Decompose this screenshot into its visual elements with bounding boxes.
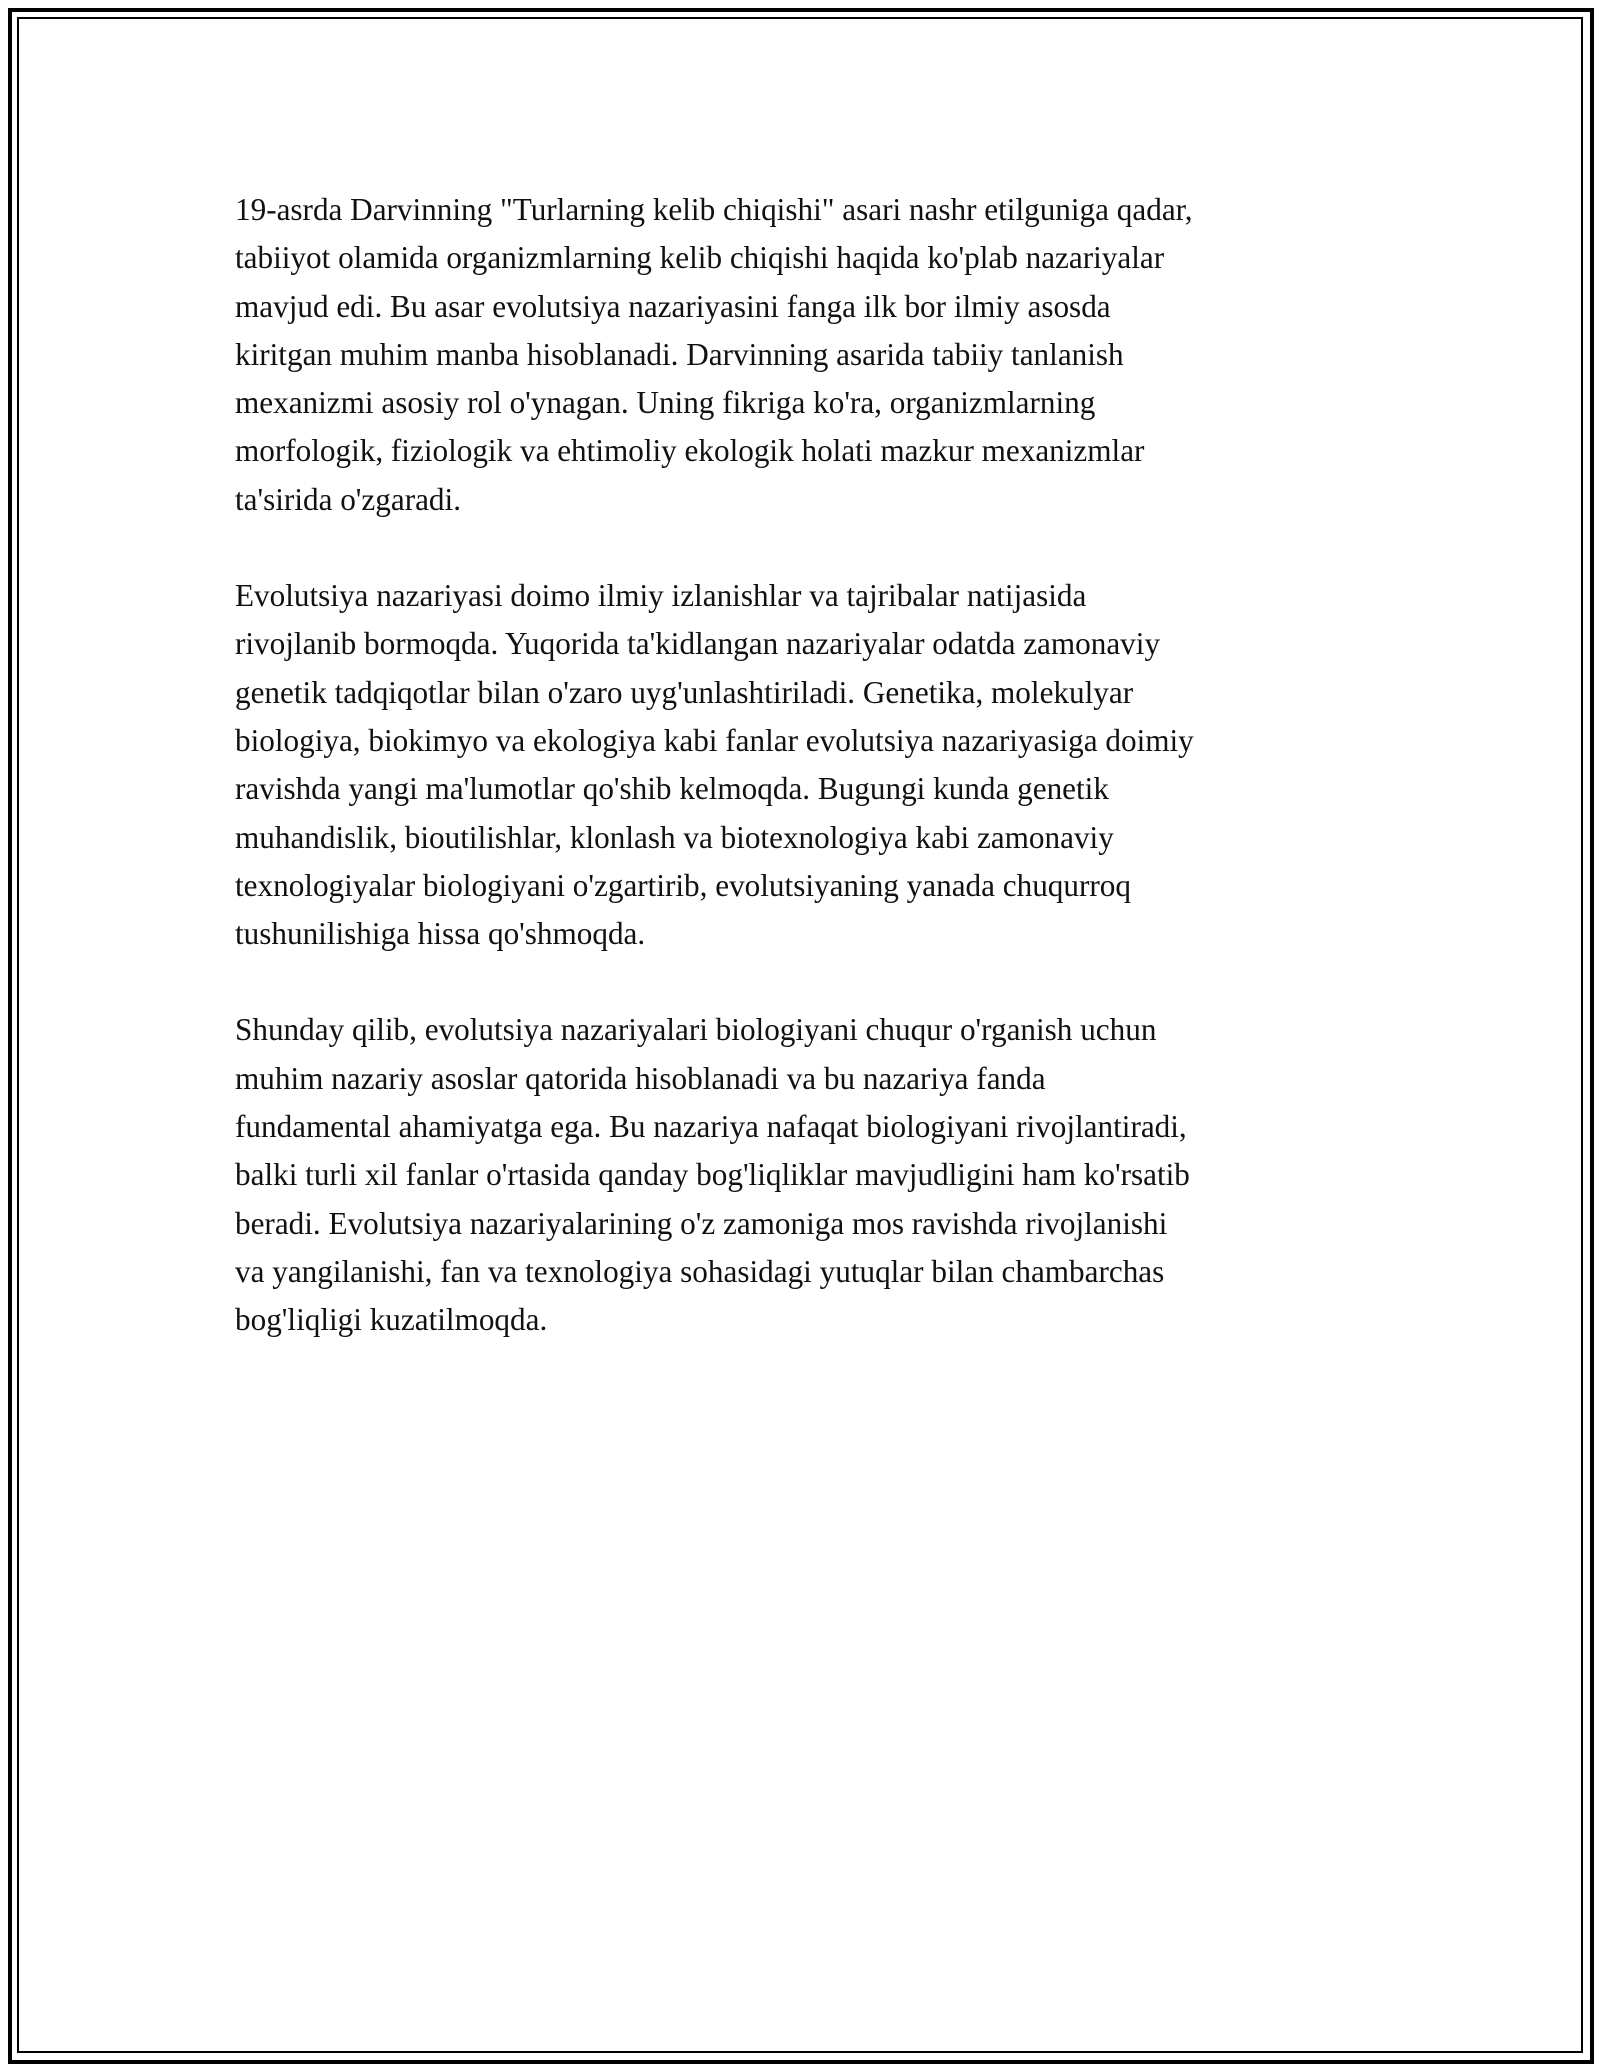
text-line: mavjud edi. Bu asar evolutsiya nazariyasini fanga ilk bor ilmiy asosda — [235, 288, 1111, 324]
text-line: ta'sirida o'zgaradi. — [235, 481, 461, 517]
text-line: biologiya, biokimyo va ekologiya kabi fanlar evolutsiya nazariyasiga doimiy — [235, 722, 1194, 758]
text-line: va yangilanishi, fan va texnologiya sohasidagi yutuqlar bilan chambarchas — [235, 1253, 1165, 1289]
text-line: muhim nazariy asoslar qatorida hisoblanadi va bu nazariya fanda — [235, 1060, 1046, 1096]
text-line: muhandislik, bioutilishlar, klonlash va biotexnologiya kabi zamonaviy — [235, 819, 1114, 855]
text-line: tushunilishiga hissa qo'shmoqda. — [235, 916, 646, 952]
paragraph-1 — [235, 186, 1375, 524]
text-line: genetik tadqiqotlar bilan o'zaro uyg'unlashtiriladi. Genetika, molekulyar — [235, 674, 1134, 710]
text-line: Evolutsiya nazariyasi doimo ilmiy izlanishlar va tajribalar natijasida — [235, 578, 1087, 614]
text-line: texnologiyalar biologiyani o'zgartirib, evolutsiyaning yanada chuqurroq — [235, 867, 1131, 903]
text-line: 19-asrda Darvinning "Turlarning kelib chiqishi" asari nashr etilguniga qadar, — [235, 192, 1193, 227]
text-line: beradi. Evolutsiya nazariyalarining o'z zamoniga mos ravishda rivojlanishi — [235, 1205, 1168, 1241]
text-line: bog'liqligi kuzatilmoqda. — [235, 1302, 548, 1338]
text-line: tabiiyot olamida organizmlarning kelib chiqishi haqida ko'plab nazariyalar — [235, 240, 1165, 276]
text-line: fundamental ahamiyatga ega. Bu nazariya nafaqat biologiyani rivojlantiradi, — [235, 1109, 1187, 1145]
text-line: mexanizmi asosiy rol o'ynagan. Uning fikriga ko'ra, organizmlarning — [235, 385, 1096, 421]
text-line: kiritgan muhim manba hisoblanadi. Darvinning asarida tabiiy tanlanish — [235, 336, 1124, 372]
text-line: rivojlanib bormoqda. Yuqorida ta'kidlangan nazariyalar odatda zamonaviy — [235, 626, 1161, 662]
paragraph-2 — [235, 572, 1375, 958]
text-line: morfologik, fiziologik va ehtimoliy ekologik holati mazkur mexanizmlar — [235, 433, 1145, 469]
paragraph-3 — [235, 1006, 1375, 1344]
document-body — [235, 186, 1375, 1393]
text-line: Shunday qilib, evolutsiya nazariyalari biologiyani chuqur o'rganish uchun — [235, 1012, 1157, 1048]
text-line: balki turli xil fanlar o'rtasida qanday bog'liqliklar mavjudligini ham ko'rsatib — [235, 1157, 1190, 1193]
text-line: ravishda yangi ma'lumotlar qo'shib kelmoqda. Bugungi kunda genetik — [235, 771, 1109, 807]
